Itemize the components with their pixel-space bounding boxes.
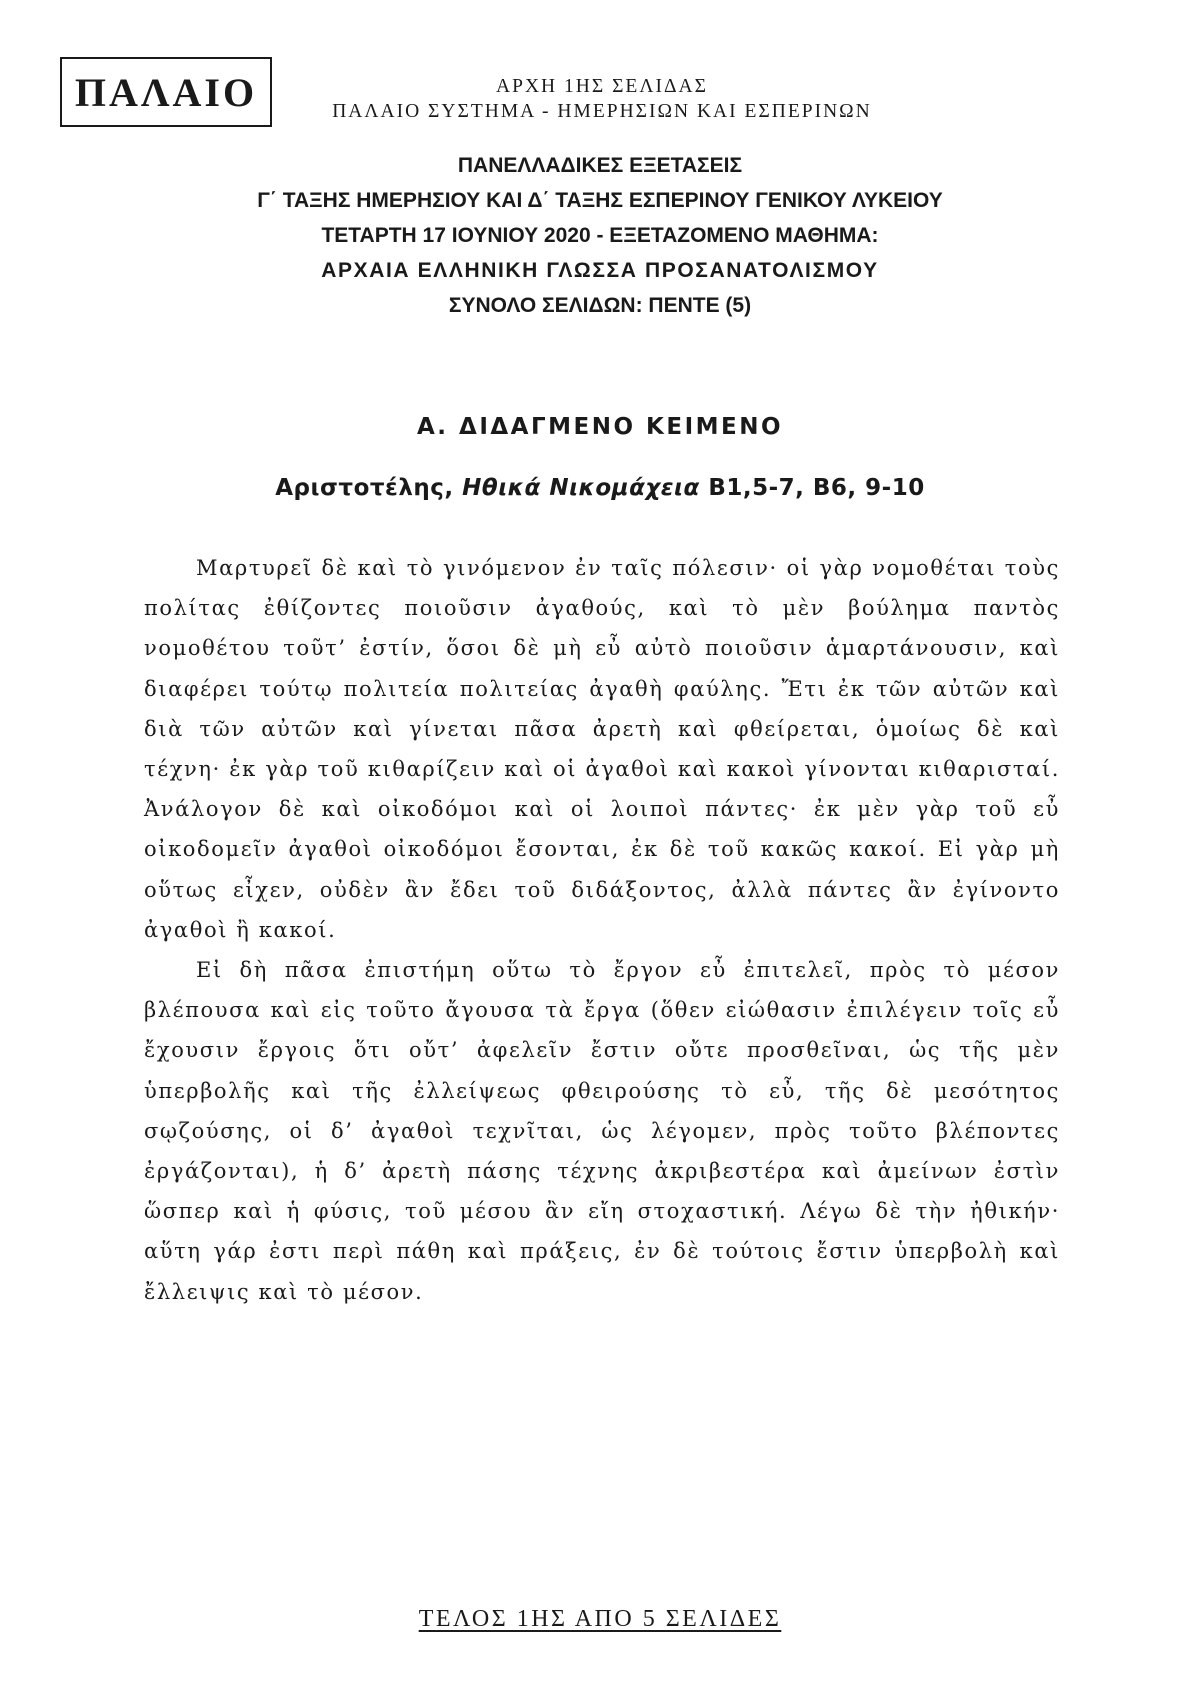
text-paragraph-2: Εἰ δὴ πᾶσα ἐπιστήμη οὕτω τὸ ἔργον εὖ ἐπιτελεῖ, πρὸς τὸ μέσον βλέπουσα καὶ εἰς τοῦτο ἄγουσα τὰ ἔργα (ὅθεν εἰώθασιν ἐπιλέγειν τοῖς εὖ ἔχουσιν ἔργοις ὅτι οὔτ’ ἀφελεῖν ἔστιν οὔτε προσθεῖναι, ὡς τῆς μὲν ὑπερβολῆς καὶ τῆς ἐλλείψεως φθειρούσης τὸ εὖ, τῆς δὲ μεσότητος σῳζούσης, οἱ δ’ ἀγαθοὶ τεχνῖται, ὡς λέγομεν, πρὸς τοῦτο βλέποντες ἐργάζονται), ἡ δ’ ἀρετὴ πάσης τέχνης ἀκριβεστέρα καὶ ἀμείνων ἐστὶν ὥσπερ καὶ ἡ φύσις, τοῦ μέσου ἂν εἴη στοχαστική. Λέγω δὲ τὴν ἠθικήν· αὕτη γάρ ἐστι περὶ πάθη καὶ πράξεις, ἐν δὲ τούτοις ἔστιν ὑπερβολὴ καὶ ἔλλειψις καὶ τὸ μέσον. (144, 958, 1060, 1304)
source-author: Αριστοτέλης, (275, 475, 454, 501)
page-footer (100, 1606, 1100, 1633)
system-label: ΠΑΛΑΙΟ ΣΥΣΤΗΜΑ - ΗΜΕΡΗΣΙΩΝ ΚΑΙ ΕΣΠΕΡΙΝΩΝ (332, 101, 872, 122)
ancient-text (144, 548, 1060, 1312)
source-citation (100, 475, 1100, 501)
section-title: Α. ΔΙΔΑΓΜΕΝΟ ΚΕΙΜΕΝΟ (416, 414, 784, 440)
source-work: Ηθικά Νικομάχεια (462, 475, 700, 501)
exam-title: ΠΑΝΕΛΛΑΔΙΚΕΣ ΕΞΕΤΑΣΕΙΣ (457, 154, 743, 177)
page-start-label: ΑΡΧΗ 1ΗΣ ΣΕΛΙΔΑΣ (496, 76, 708, 97)
old-system-badge: ΠΑΛΑΙΟ (60, 57, 272, 127)
page-header (282, 74, 922, 124)
source-reference: Β1,5-7, Β6, 9-10 (708, 475, 925, 501)
exam-classes: Γ΄ ΤΑΞΗΣ ΗΜΕΡΗΣΙΟΥ ΚΑΙ Δ΄ ΤΑΞΗΣ ΕΣΠΕΡΙΝΟΥ ΓΕΝΙΚΟΥ ΛΥΚΕΙΟΥ (257, 189, 943, 212)
exam-page-count: ΣΥΝΟΛΟ ΣΕΛΙΔΩΝ: ΠΕΝΤΕ (5) (448, 294, 752, 317)
exam-subject: ΑΡΧΑΙΑ ΕΛΛΗΝΙΚΗ ΓΛΩΣΣΑ ΠΡΟΣΑΝΑΤΟΛΙΣΜΟΥ (321, 259, 879, 282)
page-end-label: ΤΕΛΟΣ 1ΗΣ ΑΠΟ 5 ΣΕΛΙΔΕΣ (418, 1606, 782, 1632)
exam-header (100, 148, 1100, 323)
text-paragraph-1: Μαρτυρεῖ δὲ καὶ τὸ γινόμενον ἐν ταῖς πόλεσιν· οἱ γὰρ νομοθέται τοὺς πολίτας ἐθίζοντες ποιοῦσιν ἀγαθούς, καὶ τὸ μὲν βούλημα παντὸς νομοθέτου τοῦτ’ ἐστίν, ὅσοι δὲ μὴ εὖ αὐτὸ ποιοῦσιν ἁμαρτάνουσιν, καὶ διαφέρει τούτῳ πολιτεία πολιτείας ἀγαθὴ φαύλης. Ἔτι ἐκ τῶν αὐτῶν καὶ διὰ τῶν αὐτῶν καὶ γίνεται πᾶσα ἀρετὴ καὶ φθείρεται, ὁμοίως δὲ καὶ τέχνη· ἐκ γὰρ τοῦ κιθαρίζειν καὶ οἱ ἀγαθοὶ καὶ κακοὶ γίνονται κιθαρισταί. Ἀνάλογον δὲ καὶ οἰκοδόμοι καὶ οἱ λοιποὶ πάντες· ἐκ μὲν γὰρ τοῦ εὖ οἰκοδομεῖν ἀγαθοὶ οἰκοδόμοι ἔσονται, ἐκ δὲ τοῦ κακῶς κακοί. Εἰ γὰρ μὴ οὕτως εἶχεν, οὐδὲν ἂν ἔδει τοῦ διδάξοντος, ἀλλὰ πάντες ἂν ἐγίνοντο ἀγαθοὶ ἢ κακοί. (144, 556, 1060, 942)
exam-date-subject: ΤΕΤΑΡΤΗ 17 ΙΟΥΝΙΟΥ 2020 - ΕΞΕΤΑΖΟΜΕΝΟ ΜΑΘΗΜΑ: (321, 224, 879, 247)
